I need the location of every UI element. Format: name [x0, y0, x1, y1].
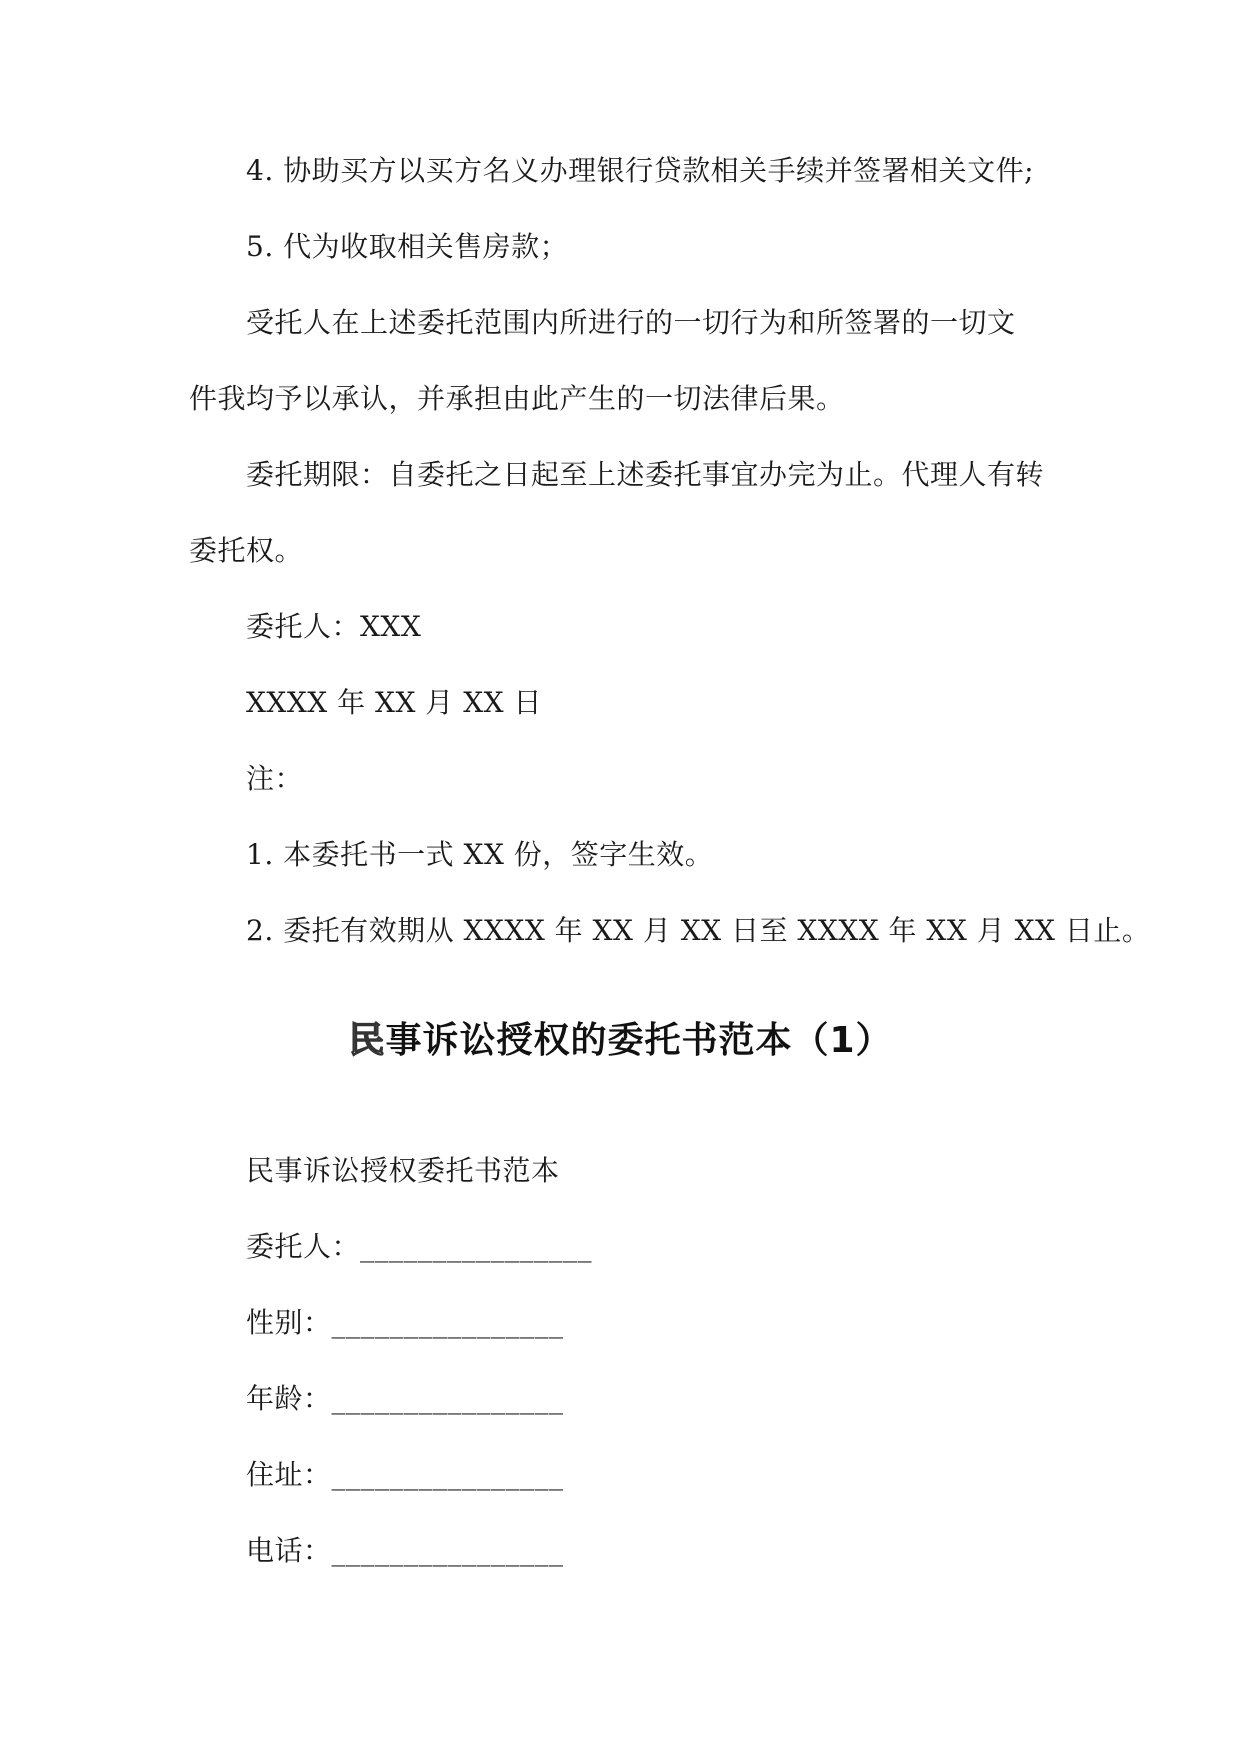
paragraph-term-line-2: 委托权。 [189, 534, 304, 567]
section-title [0, 1016, 1241, 1066]
paragraph-acknowledgement-line-2: 件我均予以承认，并承担由此产生的一切法律后果。 [189, 382, 845, 415]
note-item-2: 2. 委托有效期从 XXXX 年 XX 月 XX 日至 XXXX 年 XX 月 XX 日止。 [246, 914, 1151, 947]
field-phone: 电话：________________ [246, 1534, 564, 1567]
list-item-4: 4. 协助买方以买方名义办理银行贷款相关手续并签署相关文件; [246, 154, 1035, 187]
paragraph-acknowledgement-line-1: 受托人在上述委托范围内所进行的一切行为和所签署的一切文 [246, 306, 1016, 339]
list-item-5: 5. 代为收取相关售房款； [246, 230, 569, 263]
note-item-1: 1. 本委托书一式 XX 份，签字生效。 [246, 838, 714, 871]
field-age: 年龄：________________ [246, 1382, 564, 1415]
field-address: 住址：________________ [246, 1458, 564, 1491]
field-gender: 性别：________________ [246, 1306, 564, 1339]
note-heading: 注： [246, 762, 304, 795]
section-title-rest: 事诉讼授权的委托书范本（1） [385, 1020, 893, 1061]
paragraph-term-line-1: 委托期限：自委托之日起至上述委托事宜办完为止。代理人有转 [246, 458, 1045, 491]
section-title-first-char: 民 [348, 1020, 386, 1061]
form-heading: 民事诉讼授权委托书范本 [246, 1154, 560, 1187]
field-principal: 委托人：________________ [246, 1230, 593, 1263]
signature-date: XXXX 年 XX 月 XX 日 [246, 686, 542, 719]
principal-signature: 委托人：XXX [246, 610, 422, 643]
